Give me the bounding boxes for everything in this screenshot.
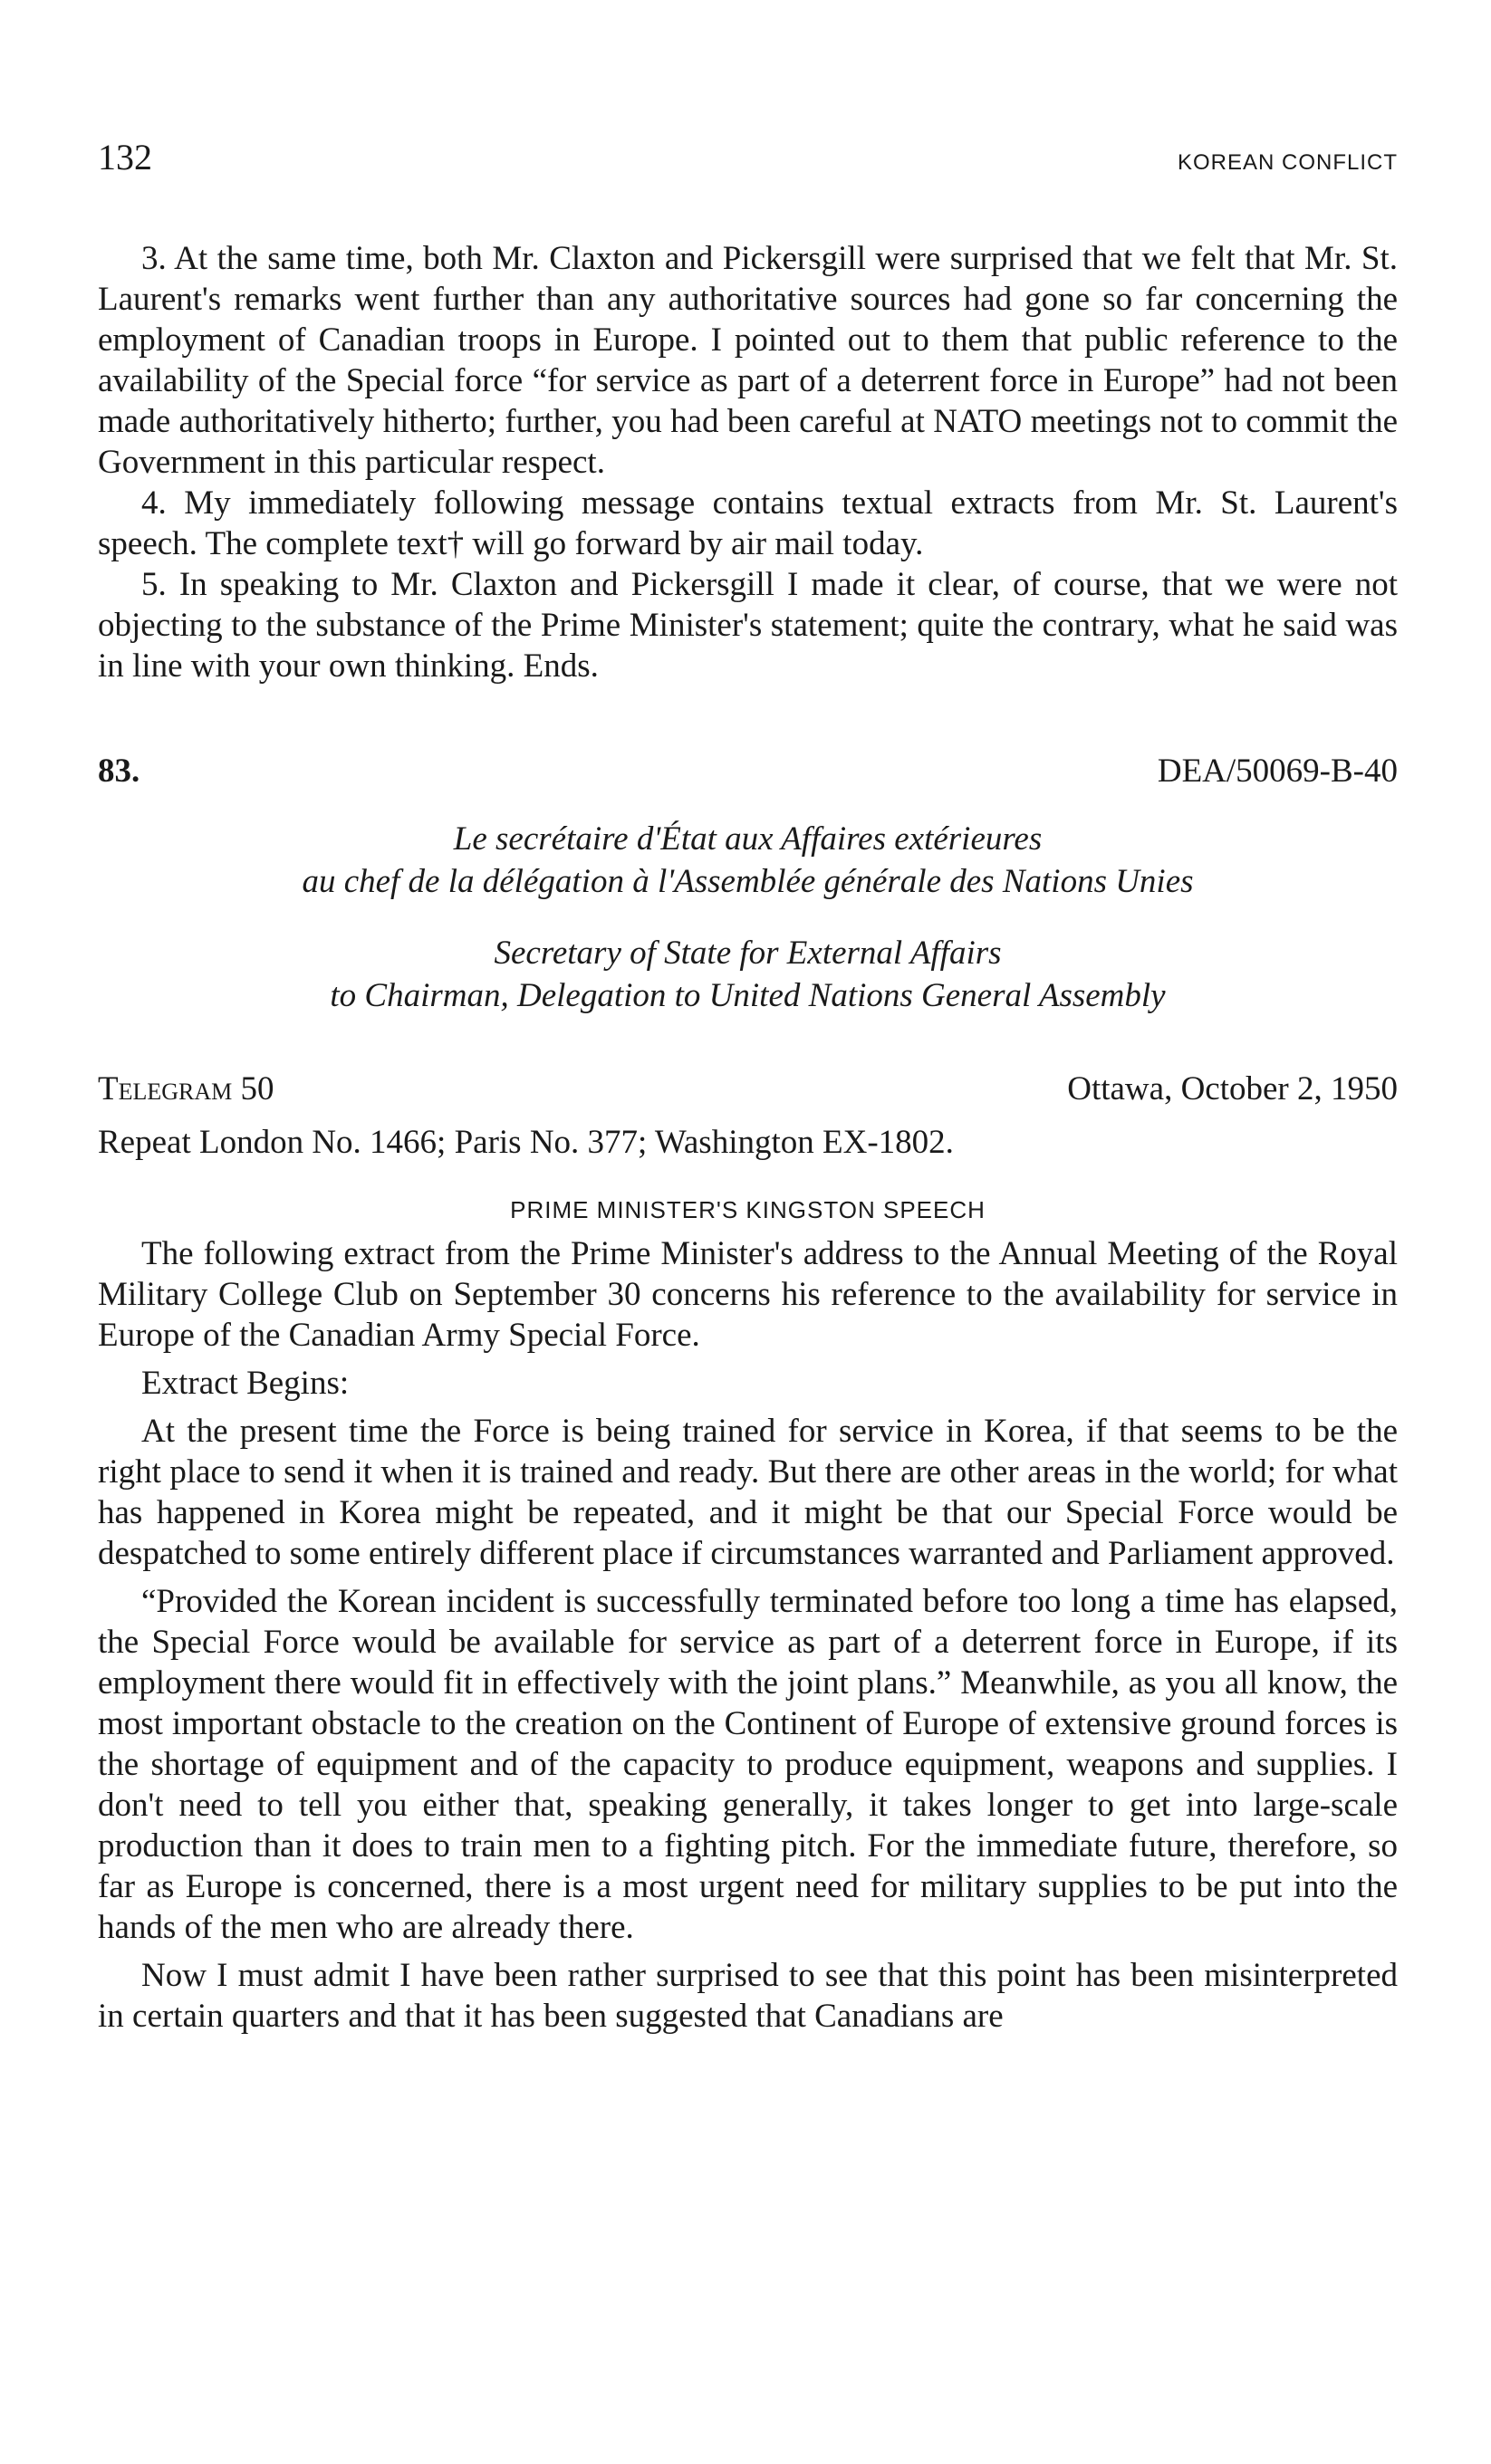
document-number: 83. — [98, 753, 140, 790]
repeat-line: Repeat London No. 1466; Paris No. 377; Washington EX-1802. — [98, 1124, 954, 1161]
telegram-row — [98, 1068, 1398, 1110]
french-to: au chef de la délégation à l'Assemblée générale des Nations Unies — [302, 863, 1194, 900]
paragraph-4: 4. My immediately following message contains textual extracts from Mr. St. Laurent's speech. The complete text† will go forward by air mail today. — [98, 484, 1398, 562]
english-from: Secretary of State for External Affairs — [494, 935, 1002, 972]
telegram-label: Telegram 50 — [98, 1070, 274, 1107]
body-paragraph-4: Now I must admit I have been rather surprised to see that this point has been misinterpreted in certain quarters and that it has been suggested that Canadians are — [98, 1957, 1398, 2035]
document-page — [98, 136, 1398, 2037]
body-paragraph-2: At the present time the Force is being trained for service in Korea, if that seems to be the right place to send it when it is trained and ready. But there are other areas in the world; for what has happened in Korea might be repeated, and it might be that our Special Force would be despatched to some entirely different place if circumstances warranted and Parliament approved. — [98, 1413, 1398, 1572]
french-address-block — [98, 818, 1398, 903]
french-from: Le secrétaire d'État aux Affaires extérieures — [453, 820, 1043, 858]
extract-begins: Extract Begins: — [141, 1365, 350, 1402]
page-number: 132 — [98, 137, 152, 177]
paragraph-3: 3. At the same time, both Mr. Claxton and Pickersgill were surprised that we felt that Mr. St. Laurent's remarks went further than any authoritative sources had gone so far concerning the employment of Canadian troops in Europe. I pointed out to them that public reference to the availability of the Special force “for service as part of a deterrent force in Europe” had not been made authoritatively hitherto; further, you had been careful at NATO meetings not to commit the Government in this particular respect. — [98, 240, 1398, 481]
subject-heading: PRIME MINISTER'S KINGSTON SPEECH — [510, 1196, 986, 1223]
english-address-block — [98, 932, 1398, 1017]
running-head: KOREAN CONFLICT — [1177, 150, 1398, 175]
body-paragraph-3: “Provided the Korean incident is successfully terminated before too long a time has elapsed, the Special Force would be available for service as part of a deterrent force in Europe, if its employment there would fit in effectively with the joint plans.” Meanwhile, as you all know, the most important obstacle to the creation on the Continent of Europe of extensive ground forces is the shortage of equipment and of the capacity to produce equipment, weapons and supplies. I don't need to tell you either that, speaking generally, it takes longer to get into large-scale production than it does to train men to a fighting pitch. For the immediate future, therefore, so far as Europe is concerned, there is a most urgent need for military supplies to be put into the hands of the men who are already there. — [98, 1583, 1398, 1946]
paragraph-5: 5. In speaking to Mr. Claxton and Pickersgill I made it clear, of course, that we were not objecting to the substance of the Prime Minister's statement; quite the contrary, what he said was in line with your own thinking. Ends. — [98, 566, 1398, 685]
body-paragraph-1: The following extract from the Prime Minister's address to the Annual Meeting of the Royal Military College Club on September 30 concerns his reference to the availability for service in Europe of the Canadian Army Special Force. — [98, 1235, 1398, 1354]
document-heading — [98, 752, 1398, 791]
document-reference: DEA/50069-B-40 — [1157, 753, 1398, 790]
english-to: to Chairman, Delegation to United Nations General Assembly — [330, 977, 1166, 1014]
page-header — [98, 136, 1398, 178]
place-date: Ottawa, October 2, 1950 — [1067, 1070, 1398, 1107]
